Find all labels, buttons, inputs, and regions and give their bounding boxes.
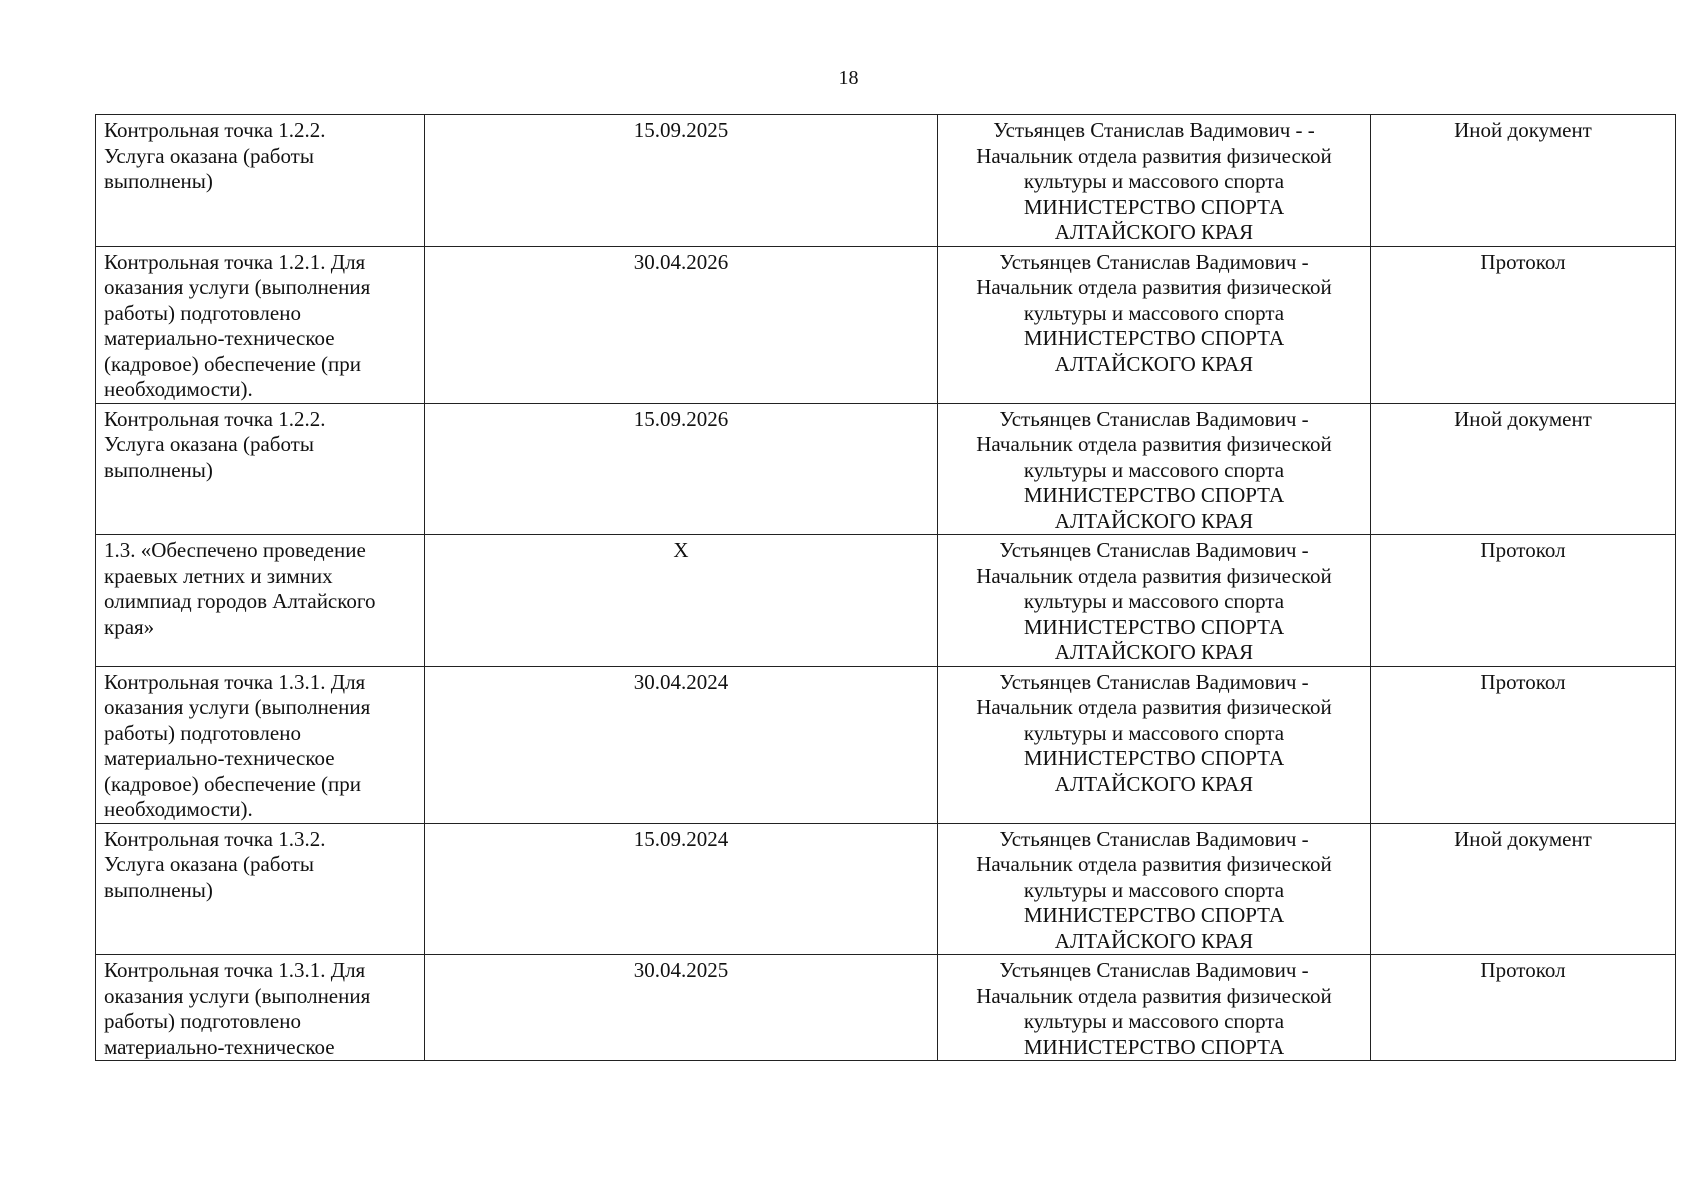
- responsible-organization: МИНИСТЕРСТВО СПОРТА АЛТАЙСКОГО КРАЯ: [1023, 614, 1285, 664]
- responsible-organization: МИНИСТЕРСТВО СПОРТА АЛТАЙСКОГО КРАЯ: [1023, 903, 1285, 953]
- date-cell: [425, 115, 938, 247]
- responsible-person: Устьянцев Станислав Вадимович - Начальник отдела развития физической культуры и массового спорта: [976, 826, 1332, 902]
- deadline-date: 15.09.2026: [633, 406, 729, 431]
- deadline-date: 30.04.2026: [633, 249, 729, 274]
- event-name-cell: [96, 115, 425, 247]
- responsible-person: Устьянцев Станислав Вадимович - Начальник отдела развития физической культуры и массового спорта: [976, 538, 1332, 613]
- event-name: Контрольная точка 1.3.1. Для оказания услуги (выполнения работы) подготовлено материально-техническое: [104, 958, 371, 1059]
- responsible-cell: [938, 666, 1371, 823]
- event-name: 1.3. «Обеспечено проведение краевых летних и зимних олимпиад городов Алтайского края»: [104, 538, 376, 639]
- deadline-date: X: [673, 538, 689, 562]
- responsible-organization: МИНИСТЕРСТВО СПОРТА АЛТАЙСКОГО КРАЯ: [1023, 746, 1285, 796]
- date-cell: [425, 823, 938, 955]
- date-cell: [425, 246, 938, 403]
- event-name-cell: [96, 823, 425, 955]
- document-type: Иной документ: [1454, 826, 1592, 851]
- table-row: [96, 955, 1676, 1061]
- event-name-cell: [96, 955, 425, 1061]
- responsible-organization: МИНИСТЕРСТВО СПОРТА АЛТАЙСКОГО КРАЯ: [1023, 483, 1285, 533]
- responsible-person: Устьянцев Станислав Вадимович - Начальник отдела развития физической культуры и массового спорта: [976, 669, 1332, 745]
- event-name-cell: [96, 535, 425, 667]
- responsible-organization: МИНИСТЕРСТВО СПОРТА: [1023, 1034, 1285, 1059]
- document-type-cell: [1371, 823, 1676, 955]
- document-type: Протокол: [1480, 669, 1566, 694]
- document-type: Протокол: [1480, 249, 1566, 274]
- document-type-cell: [1371, 535, 1676, 667]
- document-type-cell: [1371, 955, 1676, 1061]
- table-row: [96, 115, 1676, 247]
- table-row: [96, 535, 1676, 667]
- responsible-organization: МИНИСТЕРСТВО СПОРТА АЛТАЙСКОГО КРАЯ: [1023, 326, 1285, 376]
- responsible-person: Устьянцев Станислав Вадимович - - Начальник отдела развития физической культуры и массового спорта: [976, 118, 1332, 193]
- event-name: Контрольная точка 1.3.1. Для оказания услуги (выполнения работы) подготовлено материально-техническое (кадровое) обеспечение (при необходимости).: [104, 669, 371, 821]
- responsible-cell: [938, 535, 1371, 667]
- deadline-date: 15.09.2024: [633, 826, 729, 851]
- date-cell: [425, 955, 938, 1061]
- event-name-cell: [96, 246, 425, 403]
- responsible-person: Устьянцев Станислав Вадимович - Начальник отдела развития физической культуры и массового спорта: [976, 249, 1332, 325]
- document-type: Протокол: [1480, 958, 1566, 982]
- document-type: Иной документ: [1454, 406, 1592, 431]
- date-cell: [425, 403, 938, 535]
- responsible-cell: [938, 246, 1371, 403]
- document-type-cell: [1371, 666, 1676, 823]
- document-type-cell: [1371, 246, 1676, 403]
- deadline-date: 15.09.2025: [633, 118, 729, 142]
- event-name: Контрольная точка 1.2.2. Услуга оказана (работы выполнены): [104, 118, 326, 193]
- responsible-person: Устьянцев Станислав Вадимович - Начальник отдела развития физической культуры и массового спорта: [976, 406, 1332, 482]
- table-row: [96, 823, 1676, 955]
- table-row: [96, 403, 1676, 535]
- event-name: Контрольная точка 1.2.2. Услуга оказана (работы выполнены): [104, 406, 326, 482]
- document-type-cell: [1371, 403, 1676, 535]
- control-points-table: [95, 114, 1676, 1061]
- document-type-cell: [1371, 115, 1676, 247]
- responsible-organization: МИНИСТЕРСТВО СПОРТА АЛТАЙСКОГО КРАЯ: [1023, 194, 1285, 244]
- event-name: Контрольная точка 1.2.1. Для оказания услуги (выполнения работы) подготовлено материально-техническое (кадровое) обеспечение (при необходимости).: [104, 249, 371, 401]
- document-type: Иной документ: [1454, 118, 1592, 142]
- table-row: [96, 246, 1676, 403]
- responsible-person: Устьянцев Станислав Вадимович - Начальник отдела развития физической культуры и массового спорта: [976, 958, 1332, 1033]
- event-name-cell: [96, 666, 425, 823]
- page-number: 18: [838, 67, 859, 89]
- responsible-cell: [938, 823, 1371, 955]
- table-row: [96, 666, 1676, 823]
- responsible-cell: [938, 955, 1371, 1061]
- event-name: Контрольная точка 1.3.2. Услуга оказана (работы выполнены): [104, 826, 326, 902]
- responsible-cell: [938, 115, 1371, 247]
- date-cell: [425, 535, 938, 667]
- deadline-date: 30.04.2025: [633, 958, 729, 982]
- document-type: Протокол: [1480, 538, 1566, 562]
- event-name-cell: [96, 403, 425, 535]
- date-cell: [425, 666, 938, 823]
- deadline-date: 30.04.2024: [633, 669, 729, 694]
- responsible-cell: [938, 403, 1371, 535]
